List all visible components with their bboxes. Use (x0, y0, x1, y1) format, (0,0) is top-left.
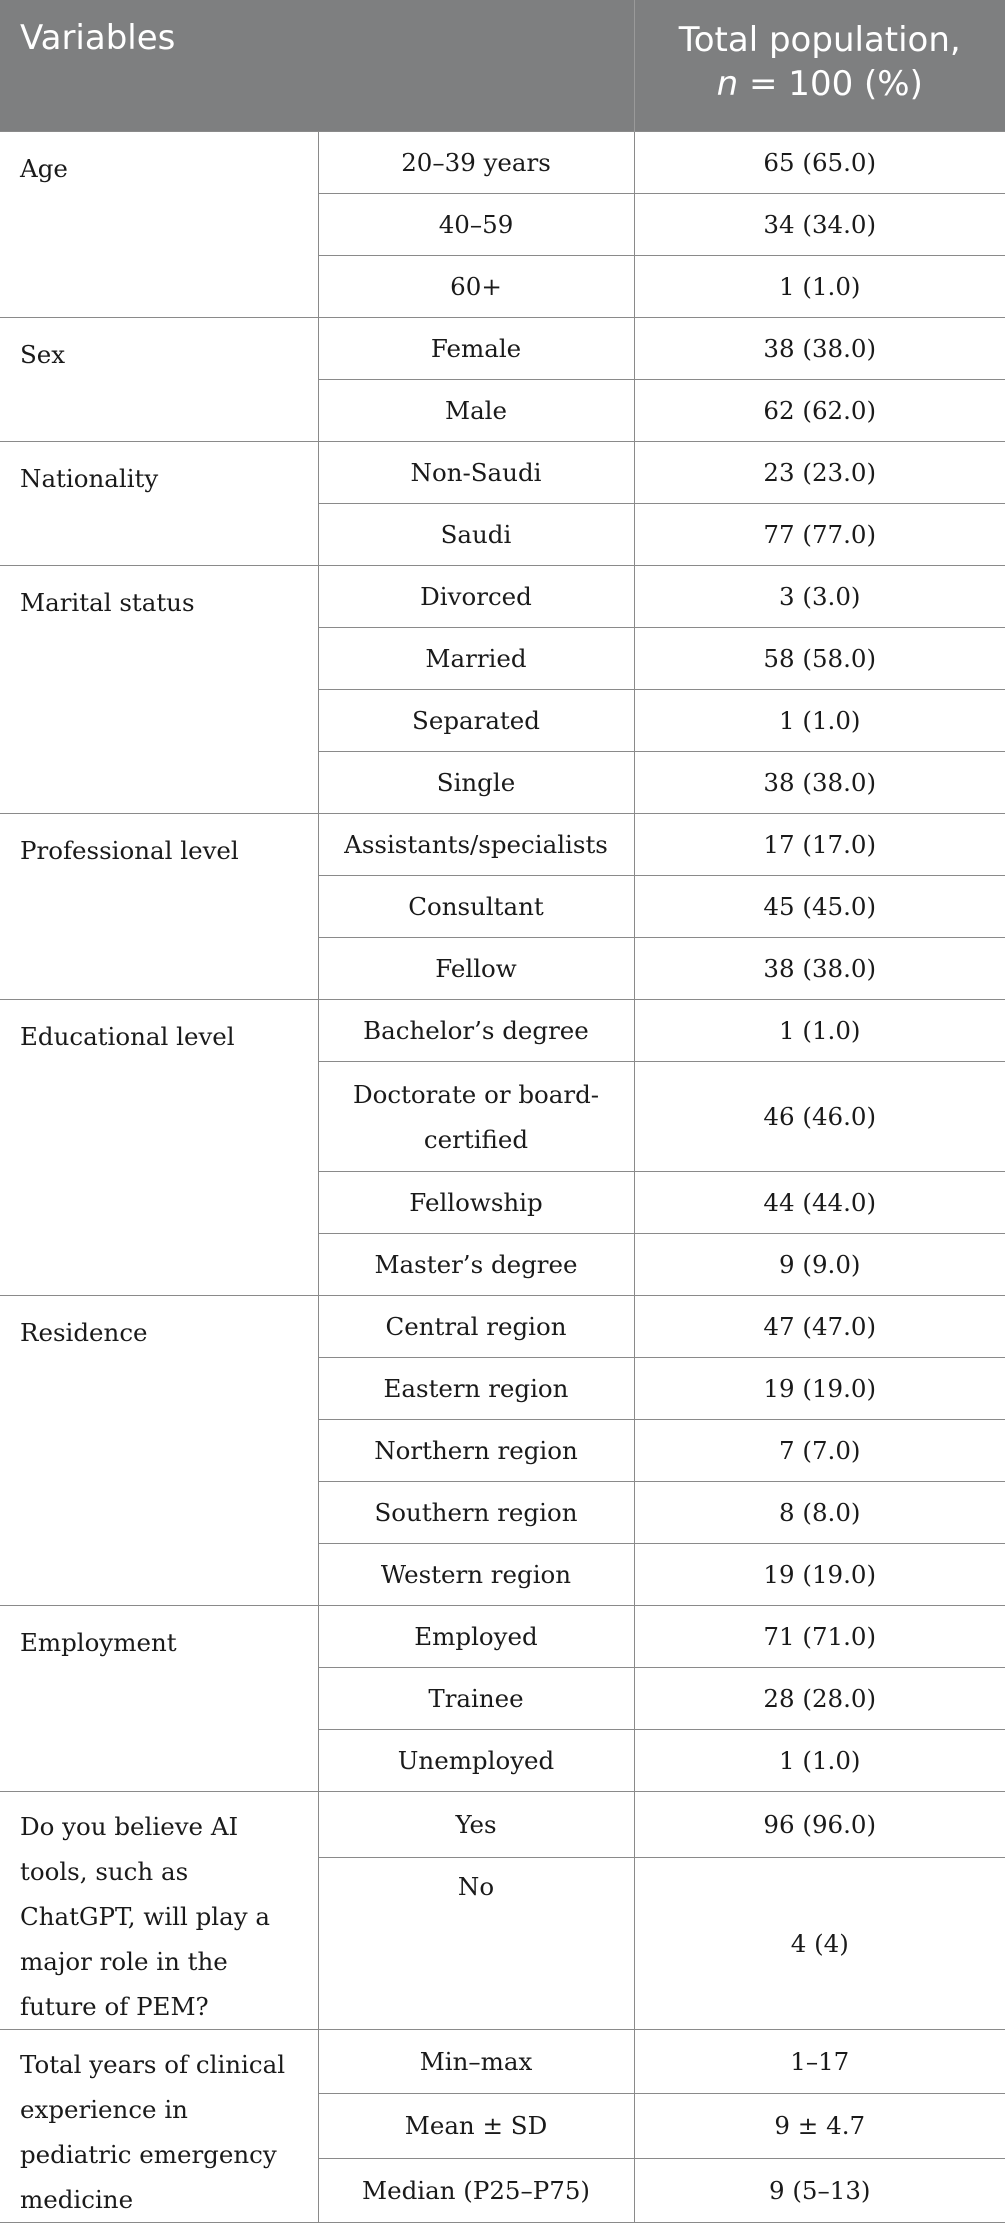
level-cell: Unemployed (318, 1730, 634, 1792)
value-cell: 7 (7.0) (634, 1420, 1005, 1482)
table-row (0, 1000, 1005, 1062)
value-cell: 8 (8.0) (634, 1482, 1005, 1544)
header-total-rest: = 100 (%) (738, 64, 923, 104)
level-cell: Fellow (318, 938, 634, 1000)
value-cell: 46 (46.0) (634, 1062, 1005, 1172)
level-cell: Employed (318, 1606, 634, 1668)
table-row (0, 1792, 1005, 1858)
value-cell: 28 (28.0) (634, 1668, 1005, 1730)
value-cell: 9 ± 4.7 (634, 2094, 1005, 2158)
table-row (0, 1296, 1005, 1358)
value-cell: 19 (19.0) (634, 1358, 1005, 1420)
value-cell: 1 (1.0) (634, 690, 1005, 752)
level-cell: 40–59 (318, 194, 634, 256)
value-cell: 71 (71.0) (634, 1606, 1005, 1668)
level-cell: Saudi (318, 504, 634, 566)
level-cell: Min–max (318, 2030, 634, 2094)
value-cell: 77 (77.0) (634, 504, 1005, 566)
header-variables: Variables (0, 0, 634, 132)
level-cell: Bachelor’s degree (318, 1000, 634, 1062)
variable-cell-age: Age (0, 132, 318, 318)
variable-cell-employment: Employment (0, 1606, 318, 1792)
level-cell: Yes (318, 1792, 634, 1858)
variable-cell-nationality: Nationality (0, 442, 318, 566)
level-cell: Assistants/specialists (318, 814, 634, 876)
level-cell: Separated (318, 690, 634, 752)
variable-cell-marital-status: Marital status (0, 566, 318, 814)
variable-cell-residence: Residence (0, 1296, 318, 1606)
level-cell: Central region (318, 1296, 634, 1358)
level-cell: Northern region (318, 1420, 634, 1482)
level-cell: Trainee (318, 1668, 634, 1730)
value-cell: 38 (38.0) (634, 752, 1005, 814)
level-cell: Female (318, 318, 634, 380)
value-cell: 3 (3.0) (634, 566, 1005, 628)
table-body (0, 132, 1005, 2223)
value-cell: 17 (17.0) (634, 814, 1005, 876)
variable-cell-educational-level: Educational level (0, 1000, 318, 1296)
level-cell: 60+ (318, 256, 634, 318)
level-cell: Non-Saudi (318, 442, 634, 504)
level-cell: Male (318, 380, 634, 442)
level-cell: Married (318, 628, 634, 690)
value-cell: 4 (4) (634, 1857, 1005, 2029)
level-cell: Median (P25–P75) (318, 2158, 634, 2222)
table-row (0, 442, 1005, 504)
level-cell: Doctorate or board-certified (318, 1062, 634, 1172)
value-cell: 47 (47.0) (634, 1296, 1005, 1358)
level-cell: Southern region (318, 1482, 634, 1544)
level-cell: Eastern region (318, 1358, 634, 1420)
value-cell: 65 (65.0) (634, 132, 1005, 194)
level-cell: Divorced (318, 566, 634, 628)
table-row (0, 566, 1005, 628)
variable-cell-ai-question: Do you believe AI tools, such as ChatGPT, will play a major role in the future of PEM? (0, 1792, 318, 2030)
value-cell: 9 (5–13) (634, 2158, 1005, 2222)
variable-cell-professional-level: Professional level (0, 814, 318, 1000)
header-n-symbol: n (716, 64, 739, 104)
value-cell: 62 (62.0) (634, 380, 1005, 442)
value-cell: 96 (96.0) (634, 1792, 1005, 1858)
variable-cell-sex: Sex (0, 318, 318, 442)
value-cell: 19 (19.0) (634, 1544, 1005, 1606)
value-cell: 45 (45.0) (634, 876, 1005, 938)
variable-cell-years-experience: Total years of clinical experience in pediatric emergency medicine (0, 2030, 318, 2223)
level-cell: Master’s degree (318, 1234, 634, 1296)
value-cell: 44 (44.0) (634, 1172, 1005, 1234)
level-cell: Consultant (318, 876, 634, 938)
level-cell: Single (318, 752, 634, 814)
value-cell: 34 (34.0) (634, 194, 1005, 256)
level-cell: Western region (318, 1544, 634, 1606)
table-row (0, 318, 1005, 380)
value-cell: 1–17 (634, 2030, 1005, 2094)
table-row (0, 132, 1005, 194)
header-total-population (634, 0, 1005, 132)
value-cell: 1 (1.0) (634, 1000, 1005, 1062)
value-cell: 58 (58.0) (634, 628, 1005, 690)
value-cell: 23 (23.0) (634, 442, 1005, 504)
table-row (0, 814, 1005, 876)
table-row (0, 1606, 1005, 1668)
value-cell: 38 (38.0) (634, 318, 1005, 380)
level-cell: No (318, 1857, 634, 2029)
level-cell: 20–39 years (318, 132, 634, 194)
value-cell: 1 (1.0) (634, 1730, 1005, 1792)
value-cell: 38 (38.0) (634, 938, 1005, 1000)
level-cell: Mean ± SD (318, 2094, 634, 2158)
header-total-line1: Total population, (678, 20, 961, 60)
value-cell: 9 (9.0) (634, 1234, 1005, 1296)
level-cell: Fellowship (318, 1172, 634, 1234)
table-header (0, 0, 1005, 132)
value-cell: 1 (1.0) (634, 256, 1005, 318)
table-row (0, 2030, 1005, 2094)
